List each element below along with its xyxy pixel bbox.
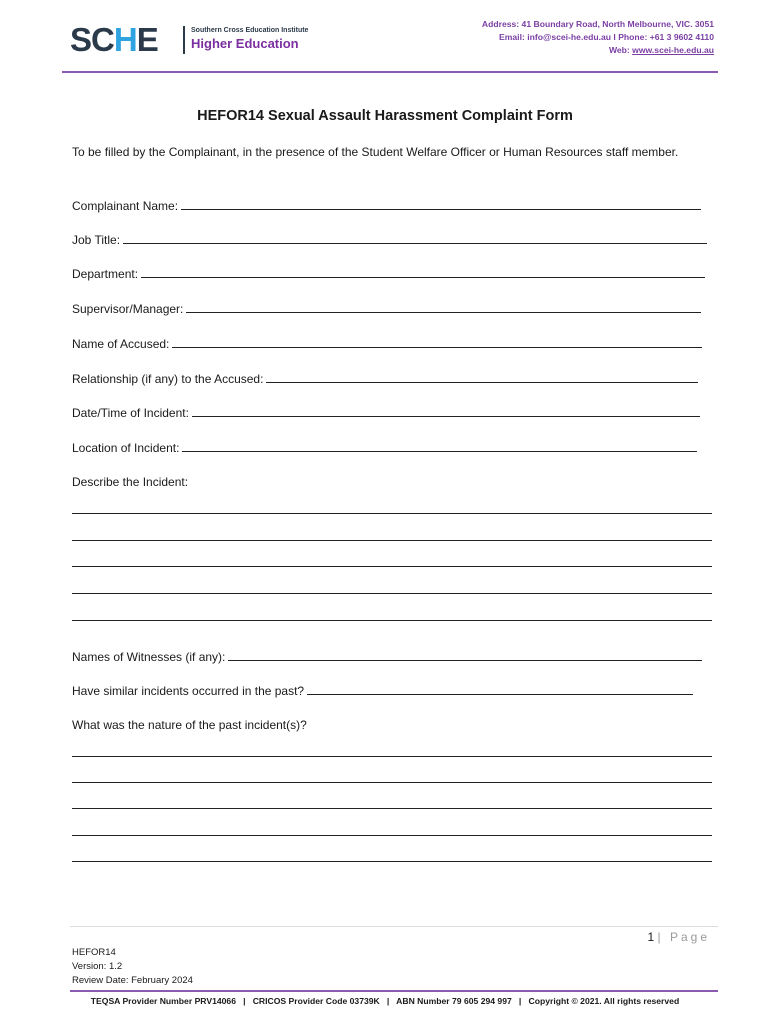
describe-line-4[interactable] <box>72 593 712 594</box>
nature-label: What was the nature of the past incident(s)? <box>72 718 307 732</box>
job-title-input[interactable] <box>123 232 707 244</box>
logo-higher-education: Higher Education <box>191 36 299 51</box>
web-line: Web: www.scei-he.edu.au <box>608 45 714 55</box>
describe-line-5[interactable] <box>72 620 712 621</box>
form-title: HEFOR14 Sexual Assault Harassment Complaint Form <box>197 108 573 124</box>
supervisor-field: Supervisor/Manager: <box>72 301 701 316</box>
footer-rule <box>70 990 718 992</box>
department-input[interactable] <box>141 266 705 278</box>
datetime-field: Date/Time of Incident: <box>72 405 700 420</box>
location-input[interactable] <box>182 440 697 452</box>
nature-line-3[interactable] <box>72 808 712 809</box>
location-field: Location of Incident: <box>72 440 697 455</box>
describe-line-1[interactable] <box>72 513 712 514</box>
complainant-name-field: Complainant Name: <box>72 198 701 213</box>
witnesses-field: Names of Witnesses (if any): <box>72 649 702 664</box>
describe-label: Describe the Incident: <box>72 475 189 489</box>
nature-line-5[interactable] <box>72 861 712 862</box>
header-contact <box>482 18 714 57</box>
datetime-input[interactable] <box>192 405 700 417</box>
form-intro: To be filled by the Complainant, in the presence of the Student Welfare Officer or Human Resources staff member. <box>72 145 679 159</box>
nature-line-2[interactable] <box>72 782 712 783</box>
similar-field: Have similar incidents occurred in the past? <box>72 683 693 698</box>
relationship-field: Relationship (if any) to the Accused: <box>72 371 698 386</box>
website-link[interactable]: www.scei-he.edu.au <box>632 45 714 55</box>
witnesses-input[interactable] <box>228 649 702 661</box>
page-number: 1 | Page <box>647 930 710 944</box>
logo-mark: SCHE <box>70 21 158 58</box>
header-divider <box>62 71 718 73</box>
describe-line-2[interactable] <box>72 540 712 541</box>
describe-line-3[interactable] <box>72 566 712 567</box>
relationship-input[interactable] <box>266 371 698 383</box>
address-line: Address: 41 Boundary Road, North Melbourne, VIC. 3051 <box>481 19 714 29</box>
scei-logo <box>70 22 310 58</box>
nature-line-1[interactable] <box>72 756 712 757</box>
provider-info: TEQSA Provider Number PRV14066 | CRICOS Provider Code 03739K | ABN Number 79 605 294 997 | Copyright © 2021. All rights reserved <box>90 996 680 1006</box>
logo-institute-name: Southern Cross Education Institute <box>191 27 309 34</box>
contact-line: Email: info@scei-he.edu.au I Phone: +61 3 9602 4110 <box>499 32 714 42</box>
supervisor-input[interactable] <box>186 301 701 313</box>
department-field: Department: <box>72 266 705 281</box>
accused-input[interactable] <box>172 336 702 348</box>
complainant-name-input[interactable] <box>181 198 701 210</box>
footer-divider <box>70 926 718 927</box>
job-title-field: Job Title: <box>72 232 707 247</box>
logo-divider <box>183 26 185 54</box>
document-meta <box>72 946 193 988</box>
nature-line-4[interactable] <box>72 835 712 836</box>
doc-version: Version: 1.2 <box>72 961 123 972</box>
similar-input[interactable] <box>307 683 693 695</box>
doc-code: HEFOR14 <box>72 947 116 958</box>
doc-review-date: Review Date: February 2024 <box>72 975 193 986</box>
accused-field: Name of Accused: <box>72 336 702 351</box>
